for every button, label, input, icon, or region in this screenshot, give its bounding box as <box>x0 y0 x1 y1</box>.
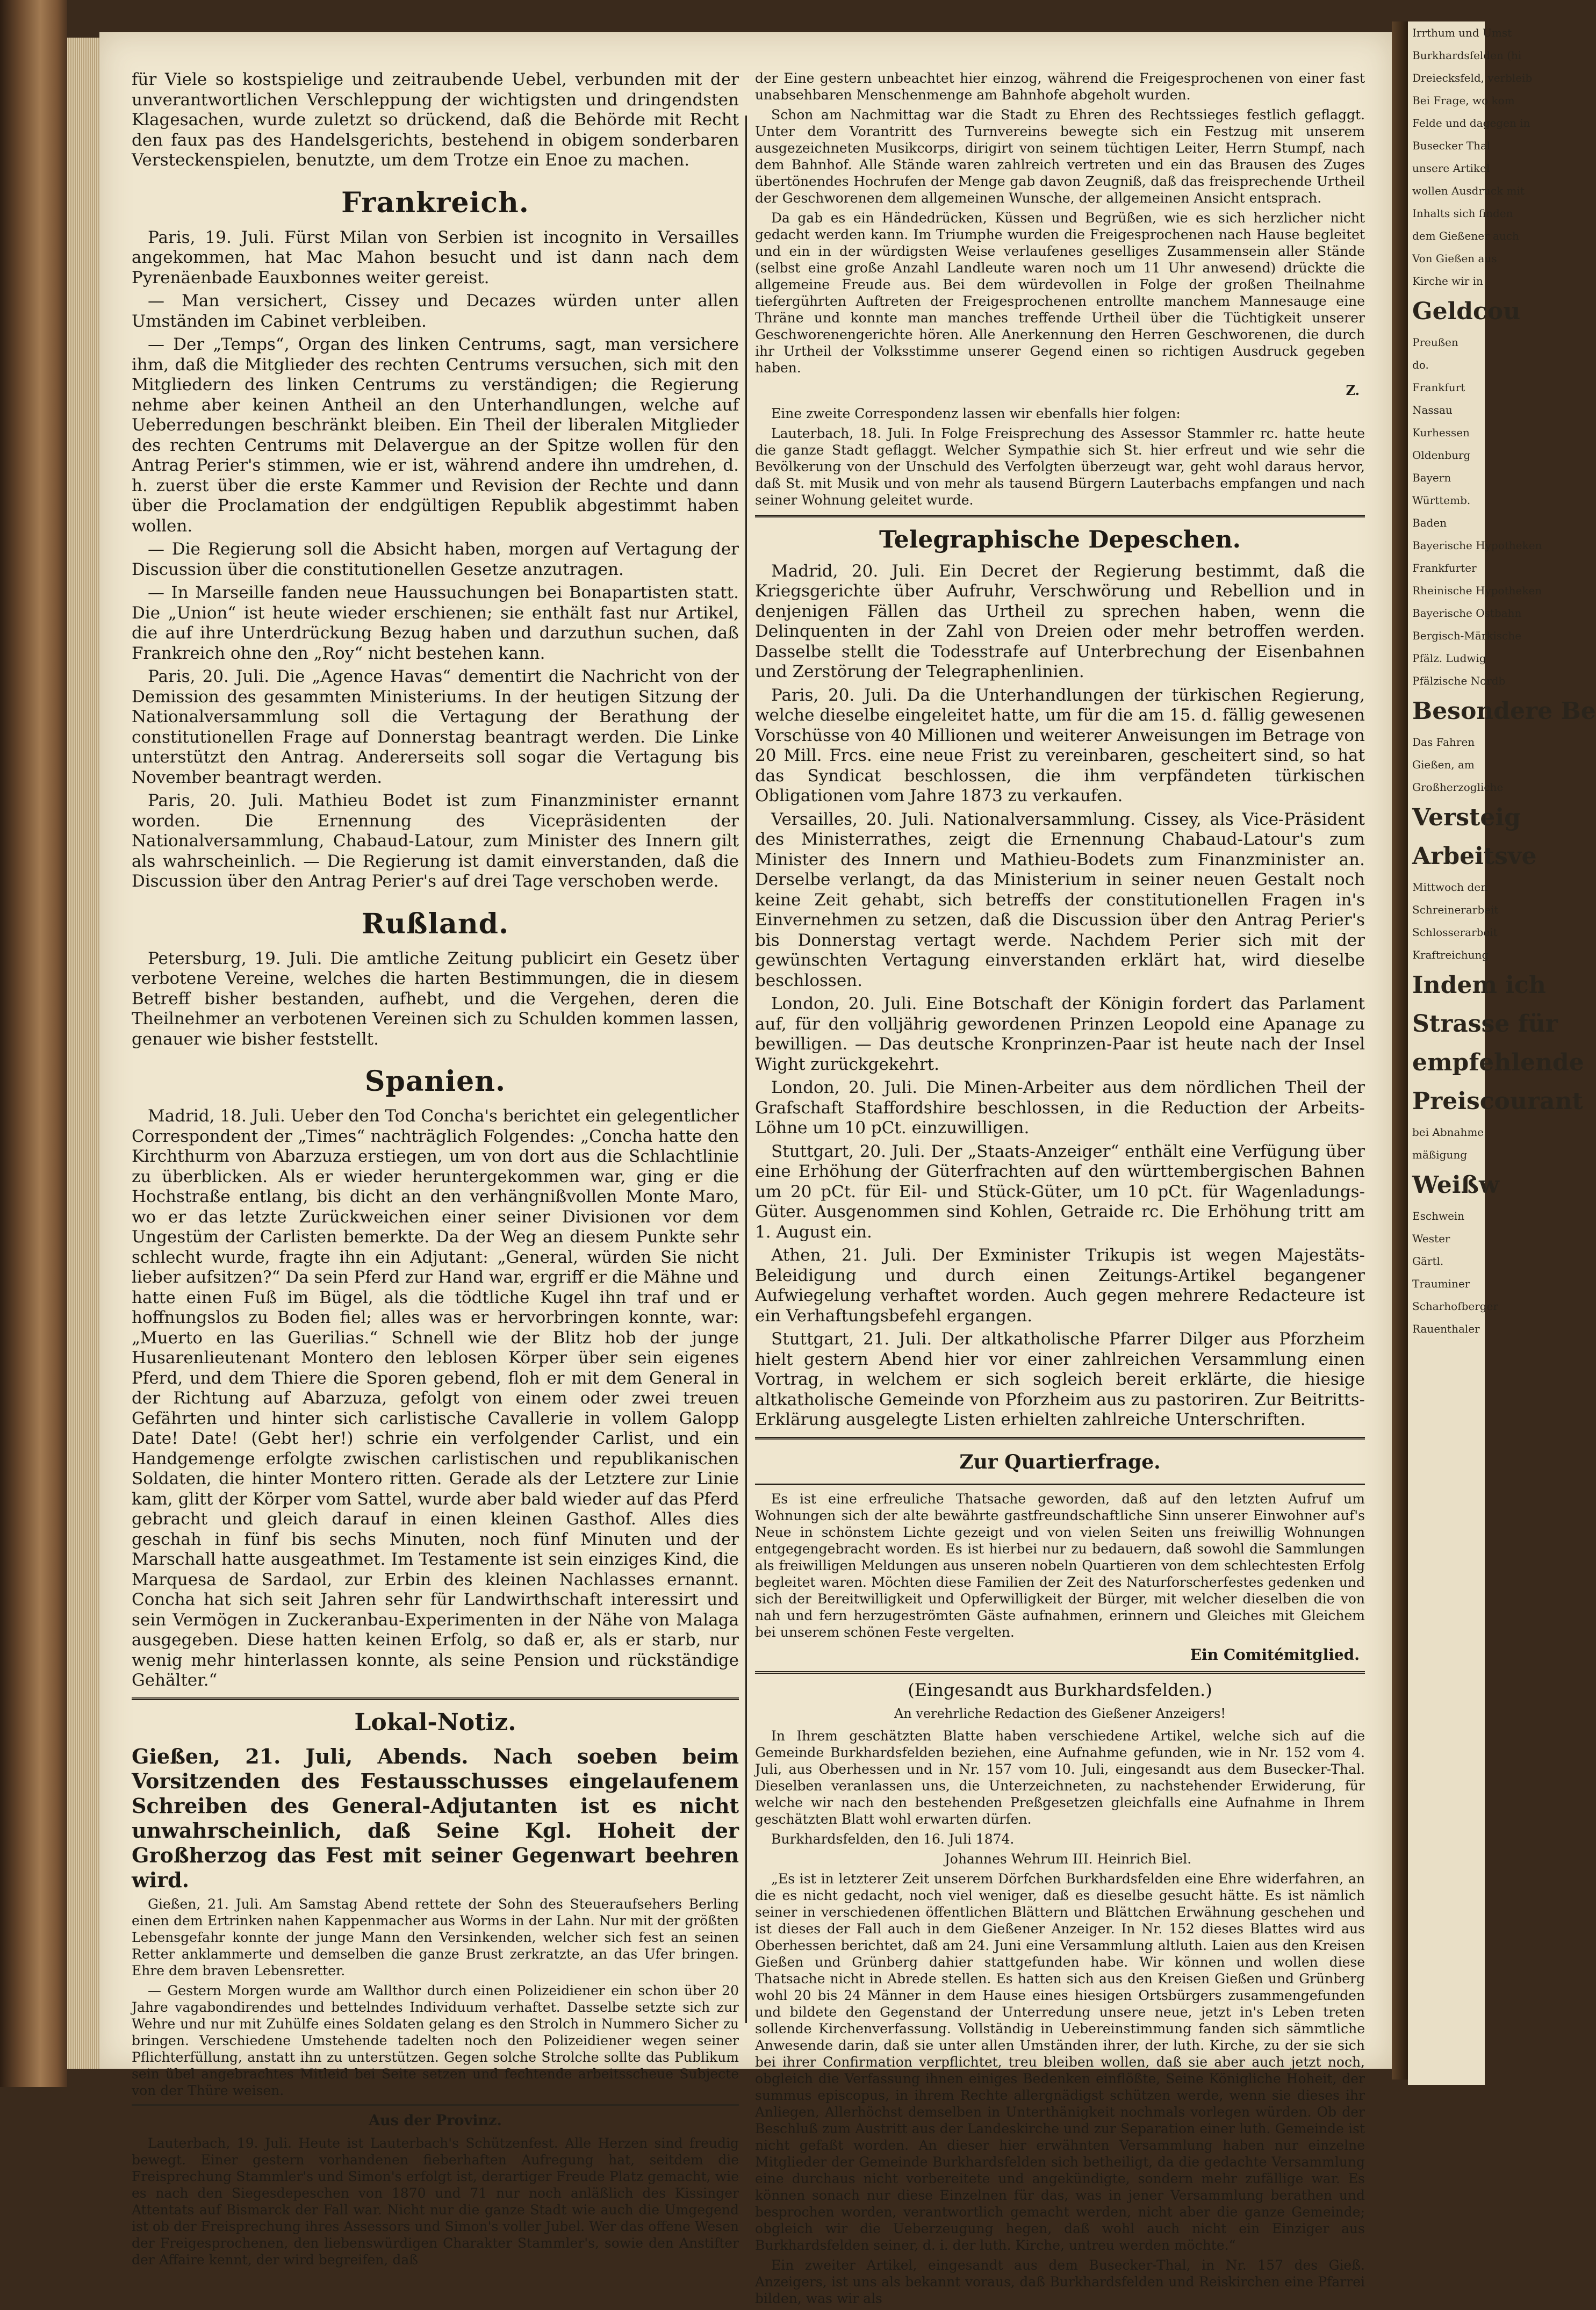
next-page-text: Versteig <box>1412 804 1521 831</box>
next-page-text: bei Abnahme <box>1412 1126 1484 1139</box>
cont-paragraph: Da gab es ein Händedrücken, Küssen und Begrüßen, wie es sich herzlicher nicht gedacht werden kann. Im Triumphe wurden die Freigesprochenen nach Hause begleitet und ein in der würdigsten Weise verlaufenes geselliges Zusammensein aller Stände (selbst eine große Anzahl Landleute waren noch um 11 Uhr anwesend) drückte die allgemeine Freude aus. Bei dem würdevollen in Folge der großen Theilnahme tiefergührten Auftreten der Freigesprochenen entrollte manchem Mannesauge eine Thräne und konnte man manches treffende Urtheil über die Tüchtigkeit unserer Geschworenengerichte hören. Alle Anerkennung den Herren Geschworenen, die durch ihr Urtheil der Volksstimme unserer Gegend einen so richtigen Ausdruck gegeben haben. <box>755 210 1365 376</box>
lokal-heading: Lokal-Notiz. <box>354 1708 516 1736</box>
spanien-heading: Spanien. <box>364 1065 506 1098</box>
next-page-text: Geldcou <box>1412 298 1521 325</box>
next-page-text: Bei Frage, wo kom <box>1412 94 1515 107</box>
next-page-text: Busecker Thal <box>1412 139 1491 152</box>
next-page-text: Kirche wir in <box>1412 275 1483 287</box>
next-page-text: Kurhessen <box>1412 426 1470 439</box>
next-page-text: Wester <box>1412 1232 1450 1245</box>
section-rule <box>132 1697 739 1700</box>
news-paragraph: — Der „Temps“, Organ des linken Centrums, sagt, man versichere ihm, daß die Mitglieder des rechten Centrums versuchen, sich mit den Mitgliedern des linken Centrums zu verständigen; die Regierung nehme aber keinen Antheil an den Unterhandlungen, welche auf Ueberredungen beschränkt bleiben. Ein Theil der liberalen Mitglieder des rechten Centrums mit Delavergue an der Spitze wollen für den Antrag Perier's stimmen, wie er ist, während andere ihn umdrehen, d. h. zuerst über die erste Kammer und Revision der Rechte und dann über die Proclamation der endgültigen Republik abgestimmt haben wollen. <box>132 335 739 536</box>
next-page-text: Württemb. <box>1412 494 1471 507</box>
next-page-text: Bayerische Hypotheken <box>1412 539 1542 552</box>
next-page-text: Rheinische Hypotheken <box>1412 584 1542 597</box>
next-page-text: Indem ich <box>1412 972 1546 999</box>
telegram-paragraph: Athen, 21. Juli. Der Exminister Trikupis ist wegen Majestäts-Beleidigung und durch einen Zeitungs-Artikel begangener Aufwiegelung verhaftet worden. Auch gegen mehrere Redacteure ist ein Verhaftungsbefehl ergangen. <box>755 1246 1365 1326</box>
section-rule <box>755 1671 1365 1674</box>
cont-paragraph: Schon am Nachmittag war die Stadt zu Ehren des Rechtssieges festlich geflaggt. Unter dem Vorantritt des Turnvereins bewegte sich ein Festzug mit unserem ausgezeichneten Musikcorps, dirigirt von seinem tüchtigen Leiter, Herrn Stumpf, nach dem Bahnhof. Alle Stände waren zahlreich vertreten und ein das Brausen des Zuges übertönendes Hochrufen der Menge gab davon Zeugniß, daß das freisprechende Urtheil der Geschworenen dem allgemeinen Wunsche, der allgemeinen Ansicht entsprach. <box>755 107 1365 206</box>
next-page-text: Schreinerarbeit <box>1412 903 1499 916</box>
page-edges <box>67 38 99 2069</box>
cont-paragraph: Eine zweite Correspondenz lassen wir ebenfalls hier folgen: <box>771 405 1181 421</box>
telegram-paragraph: Madrid, 20. Juli. Ein Decret der Regierung bestimmt, daß die Kriegsgerichte über Aufruhr, Verschwörung und Rebellion und in denjenigen Fällen das Urtheil zu sprechen haben, wenn die Delinquenten in der Zahl von Dreien oder mehr betroffen werden. Dasselbe stellt die Todesstrafe auf Unterbrechung der Eisenbahnen und Zerstörung der Telegraphenlinien. <box>755 561 1365 681</box>
next-page-text: Frankfurt <box>1412 381 1465 394</box>
telegram-paragraph: Stuttgart, 20. Juli. Der „Staats-Anzeiger“ enthält eine Verfügung über eine Erhöhung der Güterfrachten auf den württembergischen Bahnen um 20 pCt. für Eil- und Stück-Güter, um 10 pCt. für Wagenladungs-Güter. Ausgenommen sind Kohlen, Getraide rc. Die Erhöhung tritt am 1. August ein. <box>755 1141 1365 1242</box>
next-page-text: Arbeitsve <box>1412 843 1537 870</box>
next-page-text: Weißw <box>1412 1171 1499 1199</box>
next-page-text: wollen Ausdruck mit <box>1412 184 1525 197</box>
next-page-text: Dreiecksfeld, verbleib <box>1412 71 1533 84</box>
next-page-text: Von Gießen aus <box>1412 252 1497 265</box>
cont-signature: Z. <box>1346 383 1360 398</box>
section-rule <box>132 2104 739 2106</box>
next-page-text: Preiscourant <box>1412 1088 1583 1115</box>
next-page-text: Nassau <box>1412 404 1453 416</box>
eingesandt-paragraph: „Es ist in letzterer Zeit unserem Dörfchen Burkhardsfelden eine Ehre widerfahren, an die es nicht gedacht, noch viel weniger, daß es dieselbe gesucht hätte. Es ist nämlich seiner in verschiedenen öffentlichen Blättern und Blättchen Erwähnung geschehen und ist dieses der Fall auch in dem Gießener Anzeiger. In Nr. 152 dieses Blattes wird aus Oberhessen berichtet, daß am 24. Juni eine Versammlung altluth. Laien aus den Kreisen Gießen und Grünberg dahier stattgefunden habe. Wir können und wollen diese Thatsache nicht in Abrede stellen. Es hatten sich aus den Kreisen Gießen und Grünberg wohl 20 bis 24 Männer in dem Hause eines hiesigen Ortsbürgers zusammengefunden und bildete den Gegenstand der Unterredung unsere neue, jetzt in's Leben treten sollende Kirchenverfassung. Vollständig in Uebereinstimmung fanden sich sämmtliche Anwesende darin, daß sie unter allen Umständen ihrer, der luth. Kirche, zu der sie sich bei ihrer Confirmation verpflichtet, treu bleiben wollen, daß sie aber auch jetzt noch, obgleich die Verfassung ihnen einiges Bedenken einflößte, Seine Königliche Hoheit, der summus episcopus, in ihrem Rechte allergnädigst schützen werde, wenn sie dieses ihr Anliegen, Allerhöchst demselben in Unterthänigkeit nochmals vorlegen würden. Ob der Beschluß zum Austritt aus der Landeskirche und zur Separation einer luth. Gemeinde ist nicht gefaßt worden. An dieser hier erwähnten Versammlung haben nur einzelne Mitglieder der Gemeinde Burkhardsfelden sich betheiligt, da die gedachte Versammlung eine durchaus nicht vorbereitete und angekündigte, sondern mehr zufällige war. Es können sonach nur diese Einzelnen für das, was in jener Versammlung berathen und besprochen worden, verantwortlich gemacht werden, nicht aber die ganze Gemeinde; obgleich wir die Ueberzeugung hegen, daß wohl auch nicht ein Einziger aus Burkhardsfelden seiner, d. i. der luth. Kirche, untreu werden möchte.“ <box>755 1871 1365 2253</box>
next-page-lines <box>1408 21 1596 1340</box>
eingesandt-paragraph: In Ihrem geschätzten Blatte haben verschiedene Artikel, welche sich auf die Gemeinde Burkhardsfelden beziehen, eine Aufnahme gefunden, wie in Nr. 152 vom 4. Juli, aus Oberhessen und in Nr. 157 vom 10. Juli, eingesandt aus dem Busecker-Thal. Dieselben veranlassen uns, die Unterzeichneten, zu nachstehender Erwiderung, für welche wir nach den bestehenden Preßgesetzen gleichfalls eine Aufnahme in Ihrem geschätzten Blatt wohl erwarten dürfen. <box>755 1728 1365 1827</box>
lokal-paragraph: Gießen, 21. Juli. Am Samstag Abend rettete der Sohn des Steueraufsehers Berling einen dem Ertrinken nahen Kappenmacher aus Worms in der Lahn. Nur mit der größten Lebensgefahr konnte der junge Mann den Versinkenden, welcher sich fest an seinen Retter anklammerte und demselben die ganze Brust zerkratzte, an das Ufer bringen. Ehre dem braven Lebensretter. <box>132 1896 739 1978</box>
news-paragraph: Paris, 20. Juli. Die „Agence Havas“ dementirt die Nachricht von der Demission des gesammten Ministeriums. In der heutigen Sitzung der Nationalversammlung soll die Vertagung der Berathung der constitutionellen Frage auf Donnerstag beantragt werden. Die Linke unterstützt den Antrag. Andererseits soll sogar die Vertagung bis November beantragt werden. <box>132 667 739 787</box>
cont-paragraph: der Eine gestern unbeachtet hier einzog, während die Freigesprochenen von einer fast unabsehbaren Menschenmenge am Bahnhofe abgeholt wurden. <box>755 70 1365 103</box>
next-page-fragment <box>1408 21 1596 2085</box>
next-page-text: do. <box>1412 358 1429 371</box>
next-page-text: empfehlende <box>1412 1049 1584 1076</box>
section-rule <box>755 1484 1365 1485</box>
next-page-text: Mittwoch den <box>1412 881 1488 894</box>
telegram-paragraph: Versailles, 20. Juli. Nationalversammlung. Cissey, als Vice-Präsident des Ministerrathes, zeigt die Ernennung Chabaud-Latour's zum Minister des Innern und Mathieu-Bodets zum Finanzminister an. Derselbe verlangt, da das Ministerium in seiner neuen Gestalt noch keine Zeit gehabt, sich betreffs der constitutionellen Fragen in's Einvernehmen zu setzen, daß die Discussion über den Antrag Perier's bis Donnerstag vertagt werde. Nachdem Perier sich mit der gewünschten Vertagung einverstanden erklärt hat, wird dieselbe beschlossen. <box>755 809 1365 990</box>
section-rule <box>755 515 1365 517</box>
next-page-text: unsere Artikel <box>1412 162 1490 175</box>
right-column <box>755 70 1365 2310</box>
cont-paragraph: Lauterbach, 18. Juli. In Folge Freisprechung des Assessor Stammler rc. hatte heute die ganze Stadt geflaggt. Welcher Sympathie sich St. hier erfreut und wie sehr die Bevölkerung von der Unschuld des Verfolgten überzeugt war, geht wohl daraus hervor, daß St. mit Musik und von mehr als tausend Bürgern Lauterbachs empfangen und nach seiner Wohnung geleitet wurde. <box>755 425 1365 508</box>
next-page-text: Bergisch-Märkische <box>1412 629 1522 642</box>
lokal-paragraph: — Gestern Morgen wurde am Wallthor durch einen Polizeidiener ein schon über 20 Jahre vagabondirendes und bettelndes Individuum verhaftet. Dasselbe setzte sich zur Wehre und nur mit Zuhülfe eines Soldaten gelang es den Strolch in Nummero Sicher zu bringen. Verschiedene Umstehende tadelten noch den Polizeidiener wegen seiner Pflichterfüllung, anstatt ihn zu unterstützen. Gegen solche Strolche sollte das Publikum sein übel angebrachtes Mitleid bei Seite setzen und fechtende arbeitsscheue Subjecte von der Thüre weisen. <box>132 1982 739 2098</box>
telegram-paragraph: Paris, 20. Juli. Da die Unterhandlungen der türkischen Regierung, welche dieselbe eingeleitet hatte, um für die am 15. d. fällig gewesenen Vorschüsse von 40 Millionen und weiterer Anweisungen im Betrage von 20 Mill. Frcs. eine neue Frist zu vereinbaren, gescheitert sind, so hat das Syndicat beschlossen, die ihm verpfändeten türkischen Obligationen vom Jahre 1873 zu verkaufen. <box>755 685 1365 805</box>
left-column <box>132 70 739 2271</box>
news-paragraph: — Die Regierung soll die Absicht haben, morgen auf Vertagung der Discussion über die constitutionellen Gesetze anzutragen. <box>132 539 739 579</box>
next-page-text: Kraftreichung <box>1412 948 1489 961</box>
quartier-paragraph: Es ist eine erfreuliche Thatsache geworden, daß auf den letzten Aufruf um Wohnungen sich der alte bewährte gastfreundschaftliche Sinn unserer Einwohner auf's Neue in schönstem Lichte gezeigt und von vielen Seiten uns freiwillig Wohnungen entgegengebracht worden. Es ist hierbei nur zu bedauern, daß sowohl die Sammlungen als freiwilligen Meldungen aus unseren nobeln Quartieren von dem schlechtesten Erfolg begleitet waren. Möchten diese Familien der Zeit des Naturforscherfestes gedenken und sich der Bereitwilligkeit und Opferwilligkeit der Bürger, mit welcher dieselben die von nah und fern herzugeströmten Gäste aufnahmen, erinnern und Gleiches mit Gleichem bei unserem schönen Feste vergelten. <box>755 1491 1365 1640</box>
column-divider <box>745 116 747 2023</box>
next-page-text: mäßigung <box>1412 1148 1468 1161</box>
eingesandt-paragraph: Burkhardsfelden, den 16. Juli 1874. <box>771 1831 1015 1847</box>
news-paragraph: Paris, 20. Juli. Mathieu Bodet ist zum Finanzminister ernannt worden. Die Ernennung des Vicepräsidenten der Nationalversammlung, Chabaud-Latour, zum Minister des Innern gilt als wahrscheinlich. — Die Regierung ist damit einverstanden, daß die Discussion über den Antrag Perier's auf drei Tage verschoben werde. <box>132 791 739 891</box>
next-page-text: Scharhofberger <box>1412 1300 1498 1313</box>
next-page-text: Besondere Be <box>1412 697 1596 725</box>
next-page-text: Burkhardsfelden (hi <box>1412 49 1522 62</box>
next-page-text: Bayern <box>1412 471 1451 484</box>
next-page-text: Bayerische Ostbahn <box>1412 607 1522 620</box>
quartier-heading: Zur Quartierfrage. <box>959 1450 1161 1473</box>
next-page-text: dem Gießener auch <box>1412 229 1519 242</box>
next-page-text: Preußen <box>1412 336 1458 349</box>
section-rule <box>755 1437 1365 1440</box>
next-page-text: Schlosserarbeit <box>1412 926 1498 939</box>
next-page-text: Pfälz. Ludwig <box>1412 652 1486 665</box>
news-paragraph: Petersburg, 19. Juli. Die amtliche Zeitung publicirt ein Gesetz über verbotene Vereine, welches die harten Bestimmungen, die in diesem Betreff bisher bestanden, aufhebt, und die Vergehen, deren die Theilnehmer an verbotenen Vereinen sich zu Schulden kommen lassen, genauer wie bisher feststellt. <box>132 948 739 1049</box>
provinz-heading: Aus der Provinz. <box>369 2112 502 2129</box>
next-page-text: Frankfurter <box>1412 562 1477 574</box>
next-page-text: Gießen, am <box>1412 758 1475 771</box>
eingesandt-paragraph: Ein zweiter Artikel, eingesandt aus dem Busecker-Thal, in Nr. 157 des Gieß. Anzeigers, ist uns als bekannt voraus, daß Burkhardsfelden und Reiskirchen eine Pfarrei bilden, was wir als <box>755 2257 1365 2306</box>
intro-paragraph: für Viele so kostspielige und zeitraubende Uebel, verbunden mit der unverantwortlichen Verschleppung der wichtigsten und dringendsten Klagesachen, wurde zuletzt so drückend, daß die Behörde mit Recht den faux pas des Handelsgerichts, bestehend in obigem sonderbaren Versteckenspielen, benutzte, um dem Trotze ein Enoe zu machen. <box>132 70 739 170</box>
telegram-paragraph: Stuttgart, 21. Juli. Der altkatholische Pfarrer Dilger aus Pforzheim hielt gestern Abend hier vor einer zahlreichen Versammlung einen Vortrag, in welchem er sich sogleich bereit erklärte, die hiesige altkatholische Gemeinde von Pforzheim aus zu pastoriren. Zur Beitritts-Erklärung ausgelegte Listen erhielten zahlreiche Unterschriften. <box>755 1329 1365 1429</box>
telegr-heading: Telegraphische Depeschen. <box>879 526 1241 553</box>
eingesandt-salutation: An verehrliche Redaction des Gießener Anzeigers! <box>894 1706 1226 1721</box>
next-page-text: Gärtl. <box>1412 1255 1444 1268</box>
next-page-text: Irrthum und Umst <box>1412 26 1512 39</box>
next-page-text: Das Fahren <box>1412 736 1475 749</box>
quartier-signature: Ein Comitémitglied. <box>1190 1645 1360 1664</box>
telegram-paragraph: London, 20. Juli. Eine Botschaft der Königin fordert das Parlament auf, für den volljährig gewordenen Prinzen Leopold eine Apanage zu bewilligen. — Das deutsche Kronprinzen-Paar ist heute nach der Insel Wight zurückgekehrt. <box>755 994 1365 1074</box>
telegram-paragraph: London, 20. Juli. Die Minen-Arbeiter aus dem nördlichen Theil der Grafschaft Staffordshire beschlossen, in die Reduction der Arbeits-Löhne um 10 pCt. einzuwilligen. <box>755 1078 1365 1138</box>
next-page-text: Pfälzische Nordb <box>1412 674 1506 687</box>
book-spine <box>0 0 67 2087</box>
lokal-notice: Gießen, 21. Juli, Abends. Nach soeben beim Vorsitzenden des Festausschusses eingelaufenem Schreiben des General-Adjutanten ist es nicht unwahrscheinlich, daß Seine Kgl. Hoheit der Großherzog das Fest mit seiner Gegenwart beehren wird. <box>132 1744 739 1892</box>
news-paragraph: — In Marseille fanden neue Haussuchungen bei Bonapartisten statt. Die „Union“ ist heute wieder erschienen; sie enthält fast nur Artikel, die auf ihre Unterdrückung Bezug haben und darzuthun suchen, daß Frankreich ohne den „Roy“ nicht bestehen kann. <box>132 583 739 663</box>
next-page-text: Großherzogliche <box>1412 781 1504 794</box>
news-paragraph: — Man versichert, Cissey und Decazes würden unter allen Umständen im Cabinet verbleiben. <box>132 291 739 331</box>
eingesandt-signatories: Johannes Wehrum III. Heinrich Biel. <box>944 1851 1192 1867</box>
next-page-text: Rauenthaler <box>1412 1322 1480 1335</box>
news-paragraph: Madrid, 18. Juli. Ueber den Tod Concha's berichtet ein gelegentlicher Correspondent der „Times“ nachträglich Folgendes: „Concha hatte den Kirchthurm von Abarzuza erstiegen, um von dort aus die Schlachtlinie zu überblicken. Als er wieder heruntergekommen war, ging er die Hochstraße entlang, bis dicht an den verhängnißvollen Monte Maro, wo er das letzte Zurückweichen einer seiner Divisionen vor dem Ungestüm der Carlisten bemerkte. Da der Weg an diesem Punkte sehr schlecht wurde, fragte ihn ein Adjutant: „General, würden Sie nicht lieber aufsitzen?“ Da sein Pferd zur Hand war, ergriff er die Mähne und hatte einen Fuß im Bügel, als die tödtliche Kugel ihn traf und er hoffnungslos zu Boden fiel; alles was er hervorbringen konnte, war: „Muerto en las Guerilias.“ Schnell wie der Blitz hob der junge Husarenlieutenant Montero den leblosen Körper über sein eigenes Pferd, und dem Thiere die Sporen gebend, floh er mit dem General in der Richtung auf Abarzuza, gefolgt von einem oder zwei treuen Gefährten und hinter sich carlistische Cavallerie in vollem Galopp Date! Date! (Gebt her!) schrie ein verfolgender Carlist, und ein Handgemenge erfolgte zwischen carlistischen und republikanischen Soldaten, die hinter Montero ritten. Gerade als der Letztere zur Linie kam, glitt der Körper vom Sattel, wurde aber bald wieder auf das Pferd gebracht und gleich darauf in einen kleinen Gasthof. Alles dies geschah in fünf bis sechs Minuten, noch fünf Minuten und der Marschall hatte ausgeathmet. Im Testamente ist sein einziges Kind, die Marquesa de Sardaol, zur Erbin des kleinen Nachlasses ernannt. Concha hat sich seit Jahren sehr für Landwirthschaft interessirt und sein Vermögen in Zuckeranbau-Experimenten in der Nähe von Malaga ausgegeben. Diese hatten keinen Erfolg, so daß er, als er starb, nur wenig mehr hinterlassen konnte, als seine Pension und rückständige Gehälter.“ <box>132 1106 739 1690</box>
next-page-text: Trauminer <box>1412 1277 1470 1290</box>
next-page-text: Felde und dagegen in <box>1412 117 1530 129</box>
news-paragraph: Paris, 19. Juli. Fürst Milan von Serbien ist incognito in Versailles angekommen, hat Mac Mahon besucht und ist dann nach dem Pyrenäenbade Eauxbonnes weiter gereist. <box>132 227 739 287</box>
russland-heading: Rußland. <box>361 907 509 940</box>
frankreich-heading: Frankreich. <box>341 186 529 219</box>
provinz-paragraph: Lauterbach, 19. Juli. Heute ist Lauterbach's Schützenfest. Alle Herzen sind freudig bewegt. Einer gestern vorhandenen fieberhaften Aufregung hat, seitdem die Freisprechung Stammler's und Simon's erfolgt ist, derartiger Freude Platz gemacht, wie es nach den Siegesdepeschen von 1870 und 71 nur noch anläßlich des Kissinger Attentats auf Bismarck der Fall war. Nicht nur die ganze Stadt wie auch die Umgegend ist ob der Freisprechung ihres Assessors und Simon's voller Jubel. Wer das offene Wesen der Freigesprochenen, den liebenswürdigen Charakter Stammler's, sowie den Anstifter der Affaire kennt, der wird begreifen, daß <box>132 2135 739 2268</box>
next-page-text: Baden <box>1412 516 1447 529</box>
next-page-text: Inhalts sich finden <box>1412 207 1513 220</box>
page-gutter <box>1392 21 1408 2079</box>
next-page-text: Eschwein <box>1412 1210 1465 1222</box>
eingesandt-heading: (Eingesandt aus Burkhardsfelden.) <box>908 1680 1212 1700</box>
next-page-text: Oldenburg <box>1412 449 1471 462</box>
next-page-text: Strasse für <box>1412 1010 1558 1038</box>
